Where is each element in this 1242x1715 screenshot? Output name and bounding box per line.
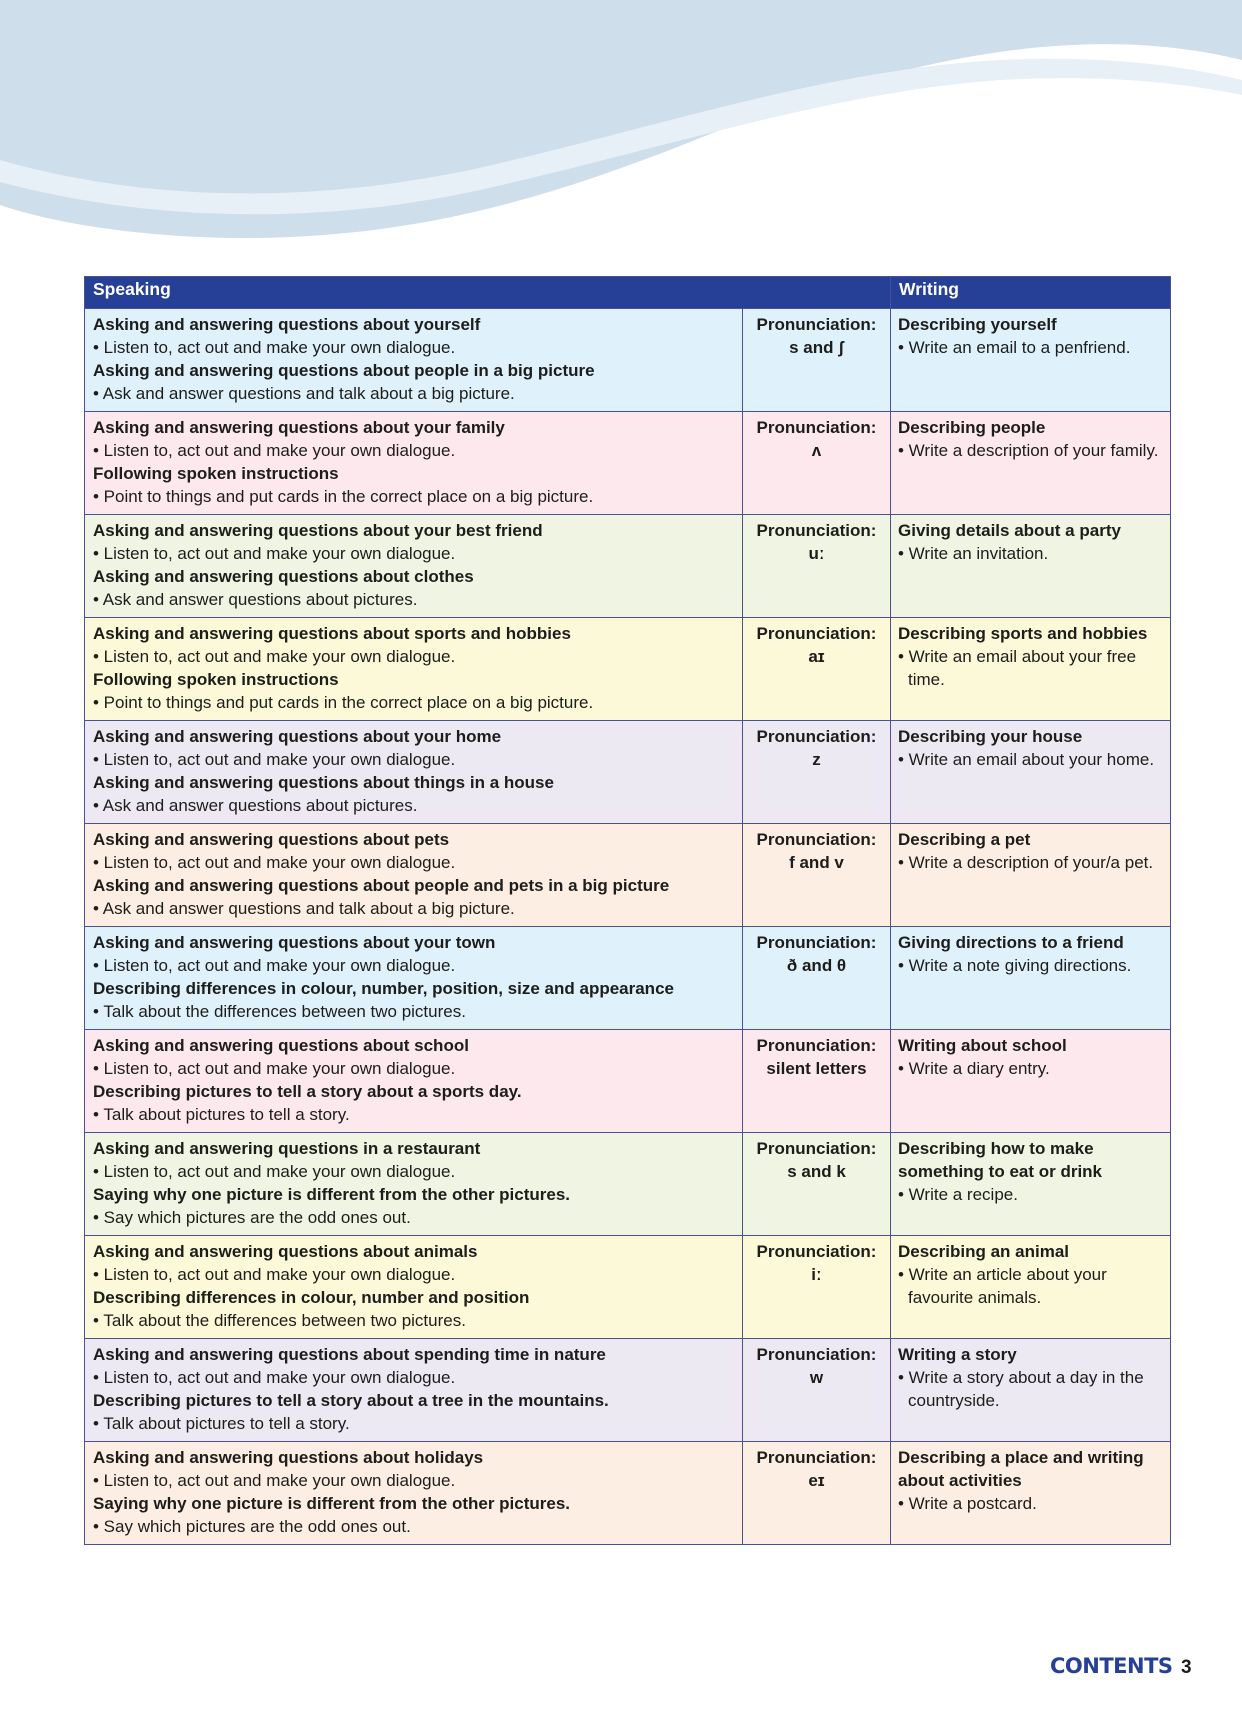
pronunciation-cell: [743, 927, 891, 1030]
writing-cell: [891, 1236, 1171, 1339]
pronunciation-label: Pronunciation:: [756, 624, 877, 643]
speaking-topic-title: Asking and answering questions about spending time in nature: [93, 1345, 606, 1364]
pronunciation-cell: [743, 1133, 891, 1236]
writing-title: Describing how to make something to eat or drink: [898, 1139, 1103, 1181]
speaking-topic-title: Asking and answering questions about your best friend: [93, 521, 543, 540]
speaking-topic-detail: • Listen to, act out and make your own dialogue.: [93, 853, 456, 872]
writing-header: Writing: [891, 277, 1171, 309]
pronunciation-label: Pronunciation:: [756, 1242, 877, 1261]
speaking-topic-title: Asking and answering questions about yourself: [93, 315, 481, 334]
writing-cell: [891, 1030, 1171, 1133]
unit-row: [85, 1236, 1171, 1339]
speaking-topic-title: Asking and answering questions about your home: [93, 727, 502, 746]
speaking-topic-title: Asking and answering questions about people and pets in a big picture: [93, 876, 670, 895]
speaking-topic-detail: • Listen to, act out and make your own dialogue.: [93, 441, 456, 460]
speaking-topic-detail: • Ask and answer questions and talk about a big picture.: [93, 384, 515, 403]
speaking-topic-title: Asking and answering questions about animals: [93, 1242, 478, 1261]
unit-row: [85, 927, 1171, 1030]
speaking-topic-title: Describing pictures to tell a story about a sports day.: [93, 1082, 522, 1101]
writing-detail: • Write a story about a day in the countryside.: [898, 1368, 1144, 1410]
writing-detail: • Write an email to a penfriend.: [898, 338, 1131, 357]
writing-title: Writing a story: [898, 1345, 1017, 1364]
pronunciation-sound: silent letters: [766, 1059, 867, 1078]
speaking-topic-detail: • Ask and answer questions about pictures.: [93, 796, 418, 815]
pronunciation-label: Pronunciation:: [756, 521, 877, 540]
speaking-topic-detail: • Listen to, act out and make your own dialogue.: [93, 544, 456, 563]
speaking-cell: [85, 1236, 743, 1339]
speaking-topic-detail: • Say which pictures are the odd ones out.: [93, 1517, 411, 1536]
speaking-topic-title: Asking and answering questions about clothes: [93, 567, 474, 586]
pronunciation-label: Pronunciation:: [756, 933, 877, 952]
speaking-topic-detail: • Listen to, act out and make your own dialogue.: [93, 1368, 456, 1387]
speaking-topic-detail: • Point to things and put cards in the correct place on a big picture.: [93, 693, 594, 712]
speaking-topic-detail: • Ask and answer questions about pictures.: [93, 590, 418, 609]
writing-title: Describing yourself: [898, 315, 1057, 334]
contents-table: [84, 276, 1171, 1545]
speaking-cell: [85, 515, 743, 618]
pronunciation-cell: [743, 515, 891, 618]
pronunciation-sound: aɪ: [808, 647, 825, 666]
speaking-topic-detail: • Talk about pictures to tell a story.: [93, 1414, 350, 1433]
speaking-topic-detail: • Listen to, act out and make your own dialogue.: [93, 647, 456, 666]
speaking-topic-detail: • Listen to, act out and make your own dialogue.: [93, 338, 456, 357]
speaking-topic-detail: • Talk about the differences between two pictures.: [93, 1311, 466, 1330]
pronunciation-label: Pronunciation:: [756, 1448, 877, 1467]
speaking-topic-detail: • Listen to, act out and make your own dialogue.: [93, 1162, 456, 1181]
writing-title: Describing an animal: [898, 1242, 1069, 1261]
writing-title: Giving directions to a friend: [898, 933, 1124, 952]
pronunciation-label: Pronunciation:: [756, 727, 877, 746]
writing-title: Describing sports and hobbies: [898, 624, 1148, 643]
speaking-topic-detail: • Listen to, act out and make your own dialogue.: [93, 1471, 456, 1490]
speaking-topic-title: Asking and answering questions about pets: [93, 830, 450, 849]
writing-cell: [891, 1339, 1171, 1442]
pronunciation-label: Pronunciation:: [756, 1139, 877, 1158]
writing-title: Describing a place and writing about activities: [898, 1448, 1144, 1490]
pronunciation-cell: [743, 618, 891, 721]
unit-row: [85, 618, 1171, 721]
pronunciation-sound: uː: [808, 544, 825, 563]
pronunciation-sound: f and v: [789, 853, 844, 872]
pronunciation-cell: [743, 1236, 891, 1339]
speaking-topic-title: Asking and answering questions about school: [93, 1036, 469, 1055]
speaking-topic-title: Describing differences in colour, number, position, size and appearance: [93, 979, 674, 998]
speaking-cell: [85, 1339, 743, 1442]
speaking-cell: [85, 1133, 743, 1236]
writing-cell: [891, 515, 1171, 618]
unit-row: [85, 1133, 1171, 1236]
writing-detail: • Write an email about your home.: [898, 750, 1155, 769]
writing-title: Describing a pet: [898, 830, 1031, 849]
pronunciation-cell: [743, 412, 891, 515]
pronunciation-label: Pronunciation:: [756, 315, 877, 334]
speaking-topic-title: Asking and answering questions about your town: [93, 933, 496, 952]
speaking-topic-detail: • Listen to, act out and make your own dialogue.: [93, 1265, 456, 1284]
pronunciation-cell: [743, 1339, 891, 1442]
writing-detail: • Write a description of your family.: [898, 441, 1159, 460]
writing-detail: • Write an invitation.: [898, 544, 1049, 563]
header-wave-decoration: [0, 0, 1242, 260]
writing-cell: [891, 1133, 1171, 1236]
unit-row: [85, 1030, 1171, 1133]
pronunciation-sound: iː: [811, 1265, 822, 1284]
pronunciation-cell: [743, 309, 891, 412]
pronunciation-label: Pronunciation:: [756, 1036, 877, 1055]
writing-detail: • Write a recipe.: [898, 1185, 1018, 1204]
unit-row: [85, 824, 1171, 927]
writing-cell: [891, 1442, 1171, 1545]
writing-detail: • Write a diary entry.: [898, 1059, 1050, 1078]
speaking-topic-detail: • Listen to, act out and make your own dialogue.: [93, 1059, 456, 1078]
speaking-topic-detail: • Talk about the differences between two pictures.: [93, 1002, 466, 1021]
pronunciation-sound: z: [812, 750, 821, 769]
pronunciation-sound: ð and θ: [786, 956, 847, 975]
speaking-cell: [85, 1442, 743, 1545]
writing-cell: [891, 927, 1171, 1030]
speaking-topic-title: Following spoken instructions: [93, 464, 339, 483]
speaking-cell: [85, 1030, 743, 1133]
writing-cell: [891, 721, 1171, 824]
writing-detail: • Write an article about your favourite animals.: [898, 1265, 1107, 1307]
pronunciation-cell: [743, 1442, 891, 1545]
speaking-topic-title: Asking and answering questions about your family: [93, 418, 505, 437]
writing-cell: [891, 412, 1171, 515]
pronunciation-cell: [743, 1030, 891, 1133]
pronunciation-sound: s and k: [787, 1162, 846, 1181]
writing-cell: [891, 824, 1171, 927]
speaking-topic-title: Saying why one picture is different from the other pictures.: [93, 1185, 571, 1204]
speaking-topic-title: Asking and answering questions about things in a house: [93, 773, 554, 792]
speaking-cell: [85, 618, 743, 721]
pronunciation-label: Pronunciation:: [756, 830, 877, 849]
pronunciation-sound: s and ʃ: [789, 338, 844, 357]
speaking-topic-title: Describing differences in colour, number and position: [93, 1288, 530, 1307]
unit-row: [85, 1339, 1171, 1442]
pronunciation-label: Pronunciation:: [756, 1345, 877, 1364]
speaking-topic-detail: • Point to things and put cards in the correct place on a big picture.: [93, 487, 594, 506]
pronunciation-cell: [743, 721, 891, 824]
speaking-topic-title: Saying why one picture is different from the other pictures.: [93, 1494, 571, 1513]
speaking-header: Speaking: [85, 277, 891, 309]
writing-detail: • Write a note giving directions.: [898, 956, 1132, 975]
pronunciation-sound: ʌ: [811, 441, 822, 460]
speaking-topic-title: Asking and answering questions about holidays: [93, 1448, 484, 1467]
table-header: [85, 277, 1171, 309]
writing-title: Giving details about a party: [898, 521, 1121, 540]
speaking-cell: [85, 412, 743, 515]
pronunciation-cell: [743, 824, 891, 927]
speaking-cell: [85, 927, 743, 1030]
contents-link[interactable]: CONTENTS: [1050, 1654, 1173, 1678]
writing-title: Writing about school: [898, 1036, 1067, 1055]
unit-row: [85, 412, 1171, 515]
pronunciation-sound: w: [809, 1368, 824, 1387]
speaking-topic-title: Describing pictures to tell a story about a tree in the mountains.: [93, 1391, 609, 1410]
unit-row: [85, 309, 1171, 412]
speaking-topic-detail: • Listen to, act out and make your own dialogue.: [93, 750, 456, 769]
speaking-cell: [85, 824, 743, 927]
speaking-cell: [85, 721, 743, 824]
speaking-topic-title: Asking and answering questions about sports and hobbies: [93, 624, 571, 643]
unit-row: [85, 721, 1171, 824]
page-number: 3: [1181, 1657, 1192, 1678]
speaking-topic-detail: • Listen to, act out and make your own dialogue.: [93, 956, 456, 975]
writing-detail: • Write a description of your/a pet.: [898, 853, 1154, 872]
speaking-topic-title: Asking and answering questions in a restaurant: [93, 1139, 481, 1158]
unit-row: [85, 1442, 1171, 1545]
writing-cell: [891, 618, 1171, 721]
speaking-topic-title: Asking and answering questions about people in a big picture: [93, 361, 595, 380]
pronunciation-sound: eɪ: [808, 1471, 825, 1490]
writing-detail: • Write a postcard.: [898, 1494, 1037, 1513]
writing-title: Describing people: [898, 418, 1046, 437]
speaking-topic-detail: • Talk about pictures to tell a story.: [93, 1105, 350, 1124]
pronunciation-label: Pronunciation:: [756, 418, 877, 437]
unit-row: [85, 515, 1171, 618]
speaking-topic-detail: • Ask and answer questions and talk about a big picture.: [93, 899, 515, 918]
writing-detail: • Write an email about your free time.: [898, 647, 1137, 689]
writing-title: Describing your house: [898, 727, 1083, 746]
writing-cell: [891, 309, 1171, 412]
speaking-topic-detail: • Say which pictures are the odd ones out.: [93, 1208, 411, 1227]
speaking-cell: [85, 309, 743, 412]
speaking-topic-title: Following spoken instructions: [93, 670, 339, 689]
